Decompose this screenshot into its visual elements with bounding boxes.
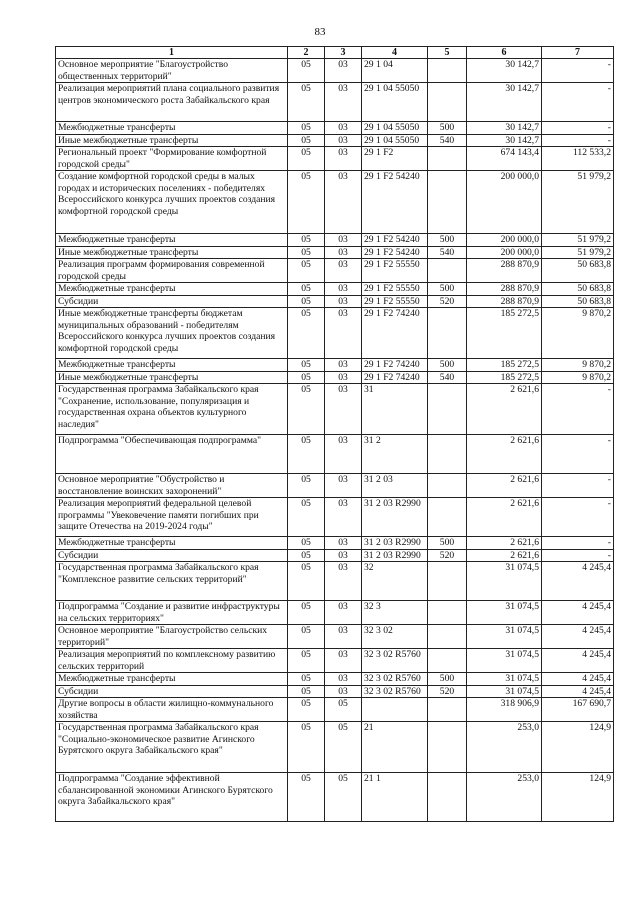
row-expense-type <box>428 147 467 171</box>
row-section-code: 05 <box>288 537 325 550</box>
row-name: Государственная программа Забайкальского края "Комплексное развитие сельских территорий" <box>56 562 288 601</box>
row-section-code: 05 <box>288 295 325 308</box>
row-sum-year-1: 288 870,9 <box>467 283 542 296</box>
row-subsection-code: 03 <box>325 59 362 83</box>
table-row <box>56 171 614 234</box>
table-row <box>56 498 614 537</box>
row-target-article: 31 2 03 R2990 <box>362 537 428 550</box>
row-target-article: 29 1 F2 55550 <box>362 283 428 296</box>
row-subsection-code: 03 <box>325 435 362 474</box>
row-sum-year-1: 31 074,5 <box>467 601 542 625</box>
table-row <box>56 625 614 649</box>
row-sum-year-2: 9 870,2 <box>542 308 614 359</box>
row-sum-year-1: 288 870,9 <box>467 259 542 283</box>
table-row <box>56 234 614 247</box>
row-sum-year-2: 4 245,4 <box>542 562 614 601</box>
row-expense-type: 500 <box>428 359 467 372</box>
row-sum-year-2: 4 245,4 <box>542 649 614 673</box>
row-sum-year-2: 4 245,4 <box>542 673 614 686</box>
row-sum-year-1: 185 272,5 <box>467 359 542 372</box>
row-sum-year-2: 4 245,4 <box>542 625 614 649</box>
row-section-code: 05 <box>288 371 325 384</box>
row-sum-year-1: 200 000,0 <box>467 171 542 234</box>
header-cell: 1 <box>56 47 288 59</box>
row-sum-year-2: - <box>542 83 614 122</box>
row-sum-year-2: 51 979,2 <box>542 171 614 234</box>
row-sum-year-2: - <box>542 474 614 498</box>
row-subsection-code: 03 <box>325 474 362 498</box>
row-sum-year-1: 2 621,6 <box>467 384 542 435</box>
row-section-code: 05 <box>288 625 325 649</box>
row-target-article: 29 1 F2 54240 <box>362 234 428 247</box>
row-name: Субсидии <box>56 685 288 698</box>
row-name: Межбюджетные трансферты <box>56 537 288 550</box>
row-sum-year-1: 674 143,4 <box>467 147 542 171</box>
row-name: Межбюджетные трансферты <box>56 283 288 296</box>
row-section-code: 05 <box>288 698 325 722</box>
row-subsection-code: 03 <box>325 649 362 673</box>
row-target-article: 32 3 02 R5760 <box>362 649 428 673</box>
header-cell: 5 <box>428 47 467 59</box>
row-sum-year-2: - <box>542 384 614 435</box>
row-subsection-code: 03 <box>325 359 362 372</box>
table-row <box>56 259 614 283</box>
row-expense-type: 540 <box>428 134 467 147</box>
row-section-code: 05 <box>288 134 325 147</box>
row-section-code: 05 <box>288 171 325 234</box>
row-section-code: 05 <box>288 147 325 171</box>
row-sum-year-2: - <box>542 549 614 562</box>
row-expense-type: 520 <box>428 295 467 308</box>
row-sum-year-1: 31 074,5 <box>467 685 542 698</box>
row-target-article: 29 1 F2 55550 <box>362 295 428 308</box>
header-cell: 4 <box>362 47 428 59</box>
row-section-code: 05 <box>288 685 325 698</box>
table-row <box>56 698 614 722</box>
row-name: Основное мероприятие "Обустройство и восстановление воинских захоронений" <box>56 474 288 498</box>
row-name: Реализация программ формирования современной городской среды <box>56 259 288 283</box>
row-expense-type: 500 <box>428 234 467 247</box>
row-subsection-code: 03 <box>325 308 362 359</box>
row-sum-year-2: 51 979,2 <box>542 246 614 259</box>
row-expense-type <box>428 722 467 773</box>
header-row <box>56 47 614 59</box>
row-section-code: 05 <box>288 435 325 474</box>
row-section-code: 05 <box>288 474 325 498</box>
row-section-code: 05 <box>288 359 325 372</box>
row-section-code: 05 <box>288 283 325 296</box>
row-target-article: 32 3 02 <box>362 625 428 649</box>
row-name: Основное мероприятие "Благоустройство сельских территорий" <box>56 625 288 649</box>
row-name: Другие вопросы в области жилищно-коммунального хозяйства <box>56 698 288 722</box>
row-target-article: 21 1 <box>362 773 428 822</box>
row-name: Субсидии <box>56 549 288 562</box>
row-section-code: 05 <box>288 234 325 247</box>
table-row <box>56 537 614 550</box>
row-sum-year-1: 185 272,5 <box>467 308 542 359</box>
row-sum-year-1: 185 272,5 <box>467 371 542 384</box>
row-target-article: 31 2 03 R2990 <box>362 549 428 562</box>
row-sum-year-1: 200 000,0 <box>467 246 542 259</box>
page-number: 83 <box>314 26 326 38</box>
row-section-code: 05 <box>288 773 325 822</box>
row-expense-type <box>428 498 467 537</box>
row-expense-type <box>428 698 467 722</box>
row-target-article: 31 2 <box>362 435 428 474</box>
row-subsection-code: 03 <box>325 147 362 171</box>
table-row <box>56 601 614 625</box>
row-sum-year-2: 9 870,2 <box>542 371 614 384</box>
row-expense-type <box>428 259 467 283</box>
row-subsection-code: 03 <box>325 537 362 550</box>
row-target-article: 31 2 03 <box>362 474 428 498</box>
row-target-article: 31 2 03 R2990 <box>362 498 428 537</box>
row-sum-year-2: 50 683,8 <box>542 259 614 283</box>
table-row <box>56 722 614 773</box>
row-subsection-code: 03 <box>325 673 362 686</box>
row-name: Иные межбюджетные трансферты <box>56 371 288 384</box>
row-section-code: 05 <box>288 308 325 359</box>
row-expense-type: 520 <box>428 549 467 562</box>
row-section-code: 05 <box>288 549 325 562</box>
table-row <box>56 83 614 122</box>
row-expense-type <box>428 308 467 359</box>
table-row <box>56 283 614 296</box>
header-cell: 3 <box>325 47 362 59</box>
row-sum-year-2: 4 245,4 <box>542 685 614 698</box>
row-sum-year-2: 4 245,4 <box>542 601 614 625</box>
row-expense-type: 500 <box>428 122 467 135</box>
row-name: Подпрограмма "Создание и развитие инфраструктуры на сельских территориях" <box>56 601 288 625</box>
row-subsection-code: 03 <box>325 83 362 122</box>
table-row <box>56 649 614 673</box>
row-name: Реализация мероприятий плана социального развития центров экономического роста Забайкальского края <box>56 83 288 122</box>
row-name: Государственная программа Забайкальского края "Социально-экономическое развитие Агинского Бурятского округа Забайкальского края" <box>56 722 288 773</box>
row-name: Субсидии <box>56 295 288 308</box>
row-subsection-code: 03 <box>325 234 362 247</box>
row-subsection-code: 03 <box>325 371 362 384</box>
row-sum-year-2: - <box>542 134 614 147</box>
row-name: Создание комфортной городской среды в малых городах и исторических поселениях - победителях Всероссийского конкурса лучших проектов создания комфортной городской среды <box>56 171 288 234</box>
budget-table <box>55 46 614 822</box>
row-sum-year-1: 30 142,7 <box>467 122 542 135</box>
row-subsection-code: 03 <box>325 246 362 259</box>
row-sum-year-1: 31 074,5 <box>467 625 542 649</box>
row-target-article: 21 <box>362 722 428 773</box>
row-name: Государственная программа Забайкальского края "Сохранение, использование, популяризация и государственная охрана объектов культурного наследия" <box>56 384 288 435</box>
row-sum-year-2: - <box>542 59 614 83</box>
row-expense-type <box>428 59 467 83</box>
row-target-article: 29 1 04 55050 <box>362 83 428 122</box>
row-sum-year-2: 112 533,2 <box>542 147 614 171</box>
row-target-article: 29 1 F2 74240 <box>362 308 428 359</box>
row-expense-type <box>428 474 467 498</box>
row-sum-year-1: 200 000,0 <box>467 234 542 247</box>
row-target-article: 29 1 F2 74240 <box>362 359 428 372</box>
row-sum-year-1: 2 621,6 <box>467 549 542 562</box>
table-row <box>56 147 614 171</box>
row-target-article: 29 1 F2 54240 <box>362 246 428 259</box>
row-section-code: 05 <box>288 246 325 259</box>
row-subsection-code: 03 <box>325 171 362 234</box>
row-sum-year-2: 167 690,7 <box>542 698 614 722</box>
row-subsection-code: 03 <box>325 549 362 562</box>
row-subsection-code: 05 <box>325 773 362 822</box>
table-row <box>56 134 614 147</box>
row-sum-year-1: 2 621,6 <box>467 474 542 498</box>
table-row <box>56 308 614 359</box>
header-cell: 6 <box>467 47 542 59</box>
row-subsection-code: 03 <box>325 295 362 308</box>
row-expense-type: 500 <box>428 537 467 550</box>
row-subsection-code: 03 <box>325 562 362 601</box>
row-subsection-code: 03 <box>325 685 362 698</box>
row-name: Межбюджетные трансферты <box>56 234 288 247</box>
row-subsection-code: 03 <box>325 601 362 625</box>
row-name: Подпрограмма "Создание эффективной сбалансированной экономики Агинского Бурятского округа Забайкальского края" <box>56 773 288 822</box>
row-section-code: 05 <box>288 498 325 537</box>
row-target-article: 32 <box>362 562 428 601</box>
row-subsection-code: 03 <box>325 259 362 283</box>
row-name: Иные межбюджетные трансферты бюджетам муниципальных образований - победителям Всероссийского конкурса лучших проектов создания комфортной городской среды <box>56 308 288 359</box>
row-sum-year-2: 124,9 <box>542 773 614 822</box>
row-name: Иные межбюджетные трансферты <box>56 134 288 147</box>
row-expense-type <box>428 601 467 625</box>
row-expense-type <box>428 773 467 822</box>
row-section-code: 05 <box>288 259 325 283</box>
table-row <box>56 673 614 686</box>
table-row <box>56 773 614 822</box>
row-sum-year-1: 2 621,6 <box>467 498 542 537</box>
row-name: Межбюджетные трансферты <box>56 673 288 686</box>
row-name: Региональный проект "Формирование комфортной городской среды" <box>56 147 288 171</box>
row-target-article: 32 3 <box>362 601 428 625</box>
row-sum-year-1: 31 074,5 <box>467 649 542 673</box>
row-sum-year-2: 50 683,8 <box>542 283 614 296</box>
row-section-code: 05 <box>288 649 325 673</box>
row-target-article: 32 3 02 R5760 <box>362 673 428 686</box>
row-sum-year-1: 2 621,6 <box>467 537 542 550</box>
row-target-article: 31 <box>362 384 428 435</box>
header-cell: 7 <box>542 47 614 59</box>
row-expense-type <box>428 384 467 435</box>
row-target-article: 29 1 04 <box>362 59 428 83</box>
table-row <box>56 359 614 372</box>
row-expense-type <box>428 625 467 649</box>
row-name: Основное мероприятие "Благоустройство общественных территорий" <box>56 59 288 83</box>
table-row <box>56 384 614 435</box>
row-sum-year-1: 31 074,5 <box>467 562 542 601</box>
row-section-code: 05 <box>288 722 325 773</box>
table-row <box>56 474 614 498</box>
row-sum-year-2: - <box>542 122 614 135</box>
row-section-code: 05 <box>288 59 325 83</box>
row-expense-type: 540 <box>428 246 467 259</box>
row-sum-year-2: - <box>542 435 614 474</box>
table-row <box>56 246 614 259</box>
header-cell: 2 <box>288 47 325 59</box>
row-target-article: 29 1 04 55050 <box>362 134 428 147</box>
row-subsection-code: 03 <box>325 625 362 649</box>
row-subsection-code: 03 <box>325 122 362 135</box>
table-row <box>56 549 614 562</box>
table-row <box>56 562 614 601</box>
row-name: Реализация мероприятий по комплексному развитию сельских территорий <box>56 649 288 673</box>
table-row <box>56 122 614 135</box>
table-row <box>56 59 614 83</box>
row-expense-type: 520 <box>428 685 467 698</box>
row-sum-year-2: 9 870,2 <box>542 359 614 372</box>
row-sum-year-2: - <box>542 498 614 537</box>
table-row <box>56 295 614 308</box>
row-sum-year-1: 318 906,9 <box>467 698 542 722</box>
row-sum-year-1: 253,0 <box>467 722 542 773</box>
row-target-article: 29 1 F2 54240 <box>362 171 428 234</box>
row-name: Межбюджетные трансферты <box>56 122 288 135</box>
row-target-article: 29 1 F2 <box>362 147 428 171</box>
row-target-article: 29 1 F2 74240 <box>362 371 428 384</box>
row-target-article <box>362 698 428 722</box>
row-expense-type <box>428 171 467 234</box>
row-target-article: 29 1 F2 55550 <box>362 259 428 283</box>
row-subsection-code: 03 <box>325 283 362 296</box>
row-expense-type: 500 <box>428 673 467 686</box>
row-expense-type: 540 <box>428 371 467 384</box>
row-section-code: 05 <box>288 562 325 601</box>
row-expense-type: 500 <box>428 283 467 296</box>
table-row <box>56 435 614 474</box>
row-name: Межбюджетные трансферты <box>56 359 288 372</box>
row-sum-year-2: - <box>542 537 614 550</box>
row-sum-year-1: 30 142,7 <box>467 59 542 83</box>
row-sum-year-2: 50 683,8 <box>542 295 614 308</box>
row-name: Подпрограмма "Обеспечивающая подпрограмма" <box>56 435 288 474</box>
row-subsection-code: 03 <box>325 134 362 147</box>
table-row <box>56 371 614 384</box>
row-expense-type <box>428 649 467 673</box>
row-target-article: 29 1 04 55050 <box>362 122 428 135</box>
row-subsection-code: 05 <box>325 722 362 773</box>
row-section-code: 05 <box>288 122 325 135</box>
row-sum-year-1: 31 074,5 <box>467 673 542 686</box>
row-sum-year-2: 51 979,2 <box>542 234 614 247</box>
row-sum-year-2: 124,9 <box>542 722 614 773</box>
row-subsection-code: 03 <box>325 384 362 435</box>
row-section-code: 05 <box>288 384 325 435</box>
row-sum-year-1: 30 142,7 <box>467 83 542 122</box>
row-sum-year-1: 253,0 <box>467 773 542 822</box>
row-section-code: 05 <box>288 83 325 122</box>
row-name: Иные межбюджетные трансферты <box>56 246 288 259</box>
row-target-article: 32 3 02 R5760 <box>362 685 428 698</box>
table-row <box>56 685 614 698</box>
row-section-code: 05 <box>288 601 325 625</box>
row-expense-type <box>428 83 467 122</box>
row-name: Реализация мероприятий федеральной целевой программы "Увековечение памяти погибших при защите Отечества на 2019-2024 годы" <box>56 498 288 537</box>
row-sum-year-1: 288 870,9 <box>467 295 542 308</box>
row-sum-year-1: 2 621,6 <box>467 435 542 474</box>
row-subsection-code: 03 <box>325 498 362 537</box>
row-subsection-code: 05 <box>325 698 362 722</box>
row-sum-year-1: 30 142,7 <box>467 134 542 147</box>
row-section-code: 05 <box>288 673 325 686</box>
row-expense-type <box>428 435 467 474</box>
row-expense-type <box>428 562 467 601</box>
